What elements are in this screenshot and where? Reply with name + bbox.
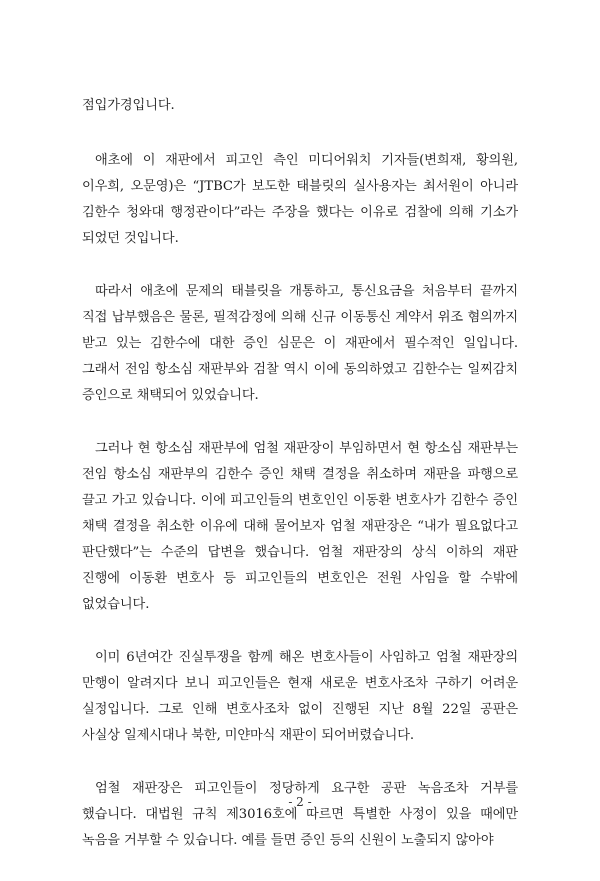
- paragraph-4: 그러나 현 항소심 재판부에 엄철 재판장이 부임하면서 현 항소심 재판부는 전임 항소심 재판부의 김한수 증인 채택 결정을 취소하며 재판을 파행으로 끌고 가고 있습니다. 이에 피고인들의 변호인인 이동환 변호사가 김한수 증인 채택 결정을 취소한 이유에 대해 물어보자 엄철 재판장은 “내가 필요없다고 판단했다”는 수준의 답변을 했습니다. 엄철 재판장의 상식 이하의 재판 진행에 이동환 변호사 등 피고인들의 변호인은 전원 사임을 할 수밖에 없었습니다.: [82, 441, 518, 612]
- paragraph-2: 애초에 이 재판에서 피고인 측인 미디어워치 기자들(변희재, 황의원, 이우희, 오문영)은 “JTBC가 보도한 태블릿의 실사용자는 최서원이 아니라 김한수 청와대 행정관이다”라는 주장을 했다는 이유로 검찰에 의해 기소가 되었던 것입니다.: [82, 153, 518, 246]
- paragraph-3: 따라서 애초에 문제의 태블릿을 개통하고, 통신요금을 처음부터 끝까지 직접 납부했음은 물론, 필적감정에 의해 신규 이동통신 계약서 위조 혐의까지 받고 있는 김한수에 대한 증인 심문은 이 재판에서 필수적인 일입니다. 그래서 전임 항소심 재판부와 검찰 역시 이에 동의하였고 김한수는 일찌감치 증인으로 채택되어 있었습니다.: [82, 284, 518, 403]
- paragraph-6: 엄철 재판장은 피고인들이 정당하게 요구한 공판 녹음조차 거부를 했습니다. 대법원 규칙 제3016호에 따르면 특별한 사정이 있을 때에만 녹음을 거부할 수 있습니다. 예를 들면 증인 등의 신원이 노출되지 않아야: [82, 781, 518, 848]
- paragraph-5: 이미 6년여간 진실투쟁을 함께 해온 변호사들이 사임하고 엄철 재판장의 만행이 알려지다 보니 피고인들은 현재 새로운 변호사조차 구하기 어려운 실정입니다. 그로 인해 변호사조차 없이 진행된 지난 8월 22일 공판은 사실상 일제시대나 북한, 미얀마식 재판이 되어버렸습니다.: [82, 650, 518, 743]
- paragraph-1: 점입가경입니다.: [82, 98, 175, 113]
- page-number: - 2 -: [288, 795, 312, 809]
- document-body: [82, 93, 518, 881]
